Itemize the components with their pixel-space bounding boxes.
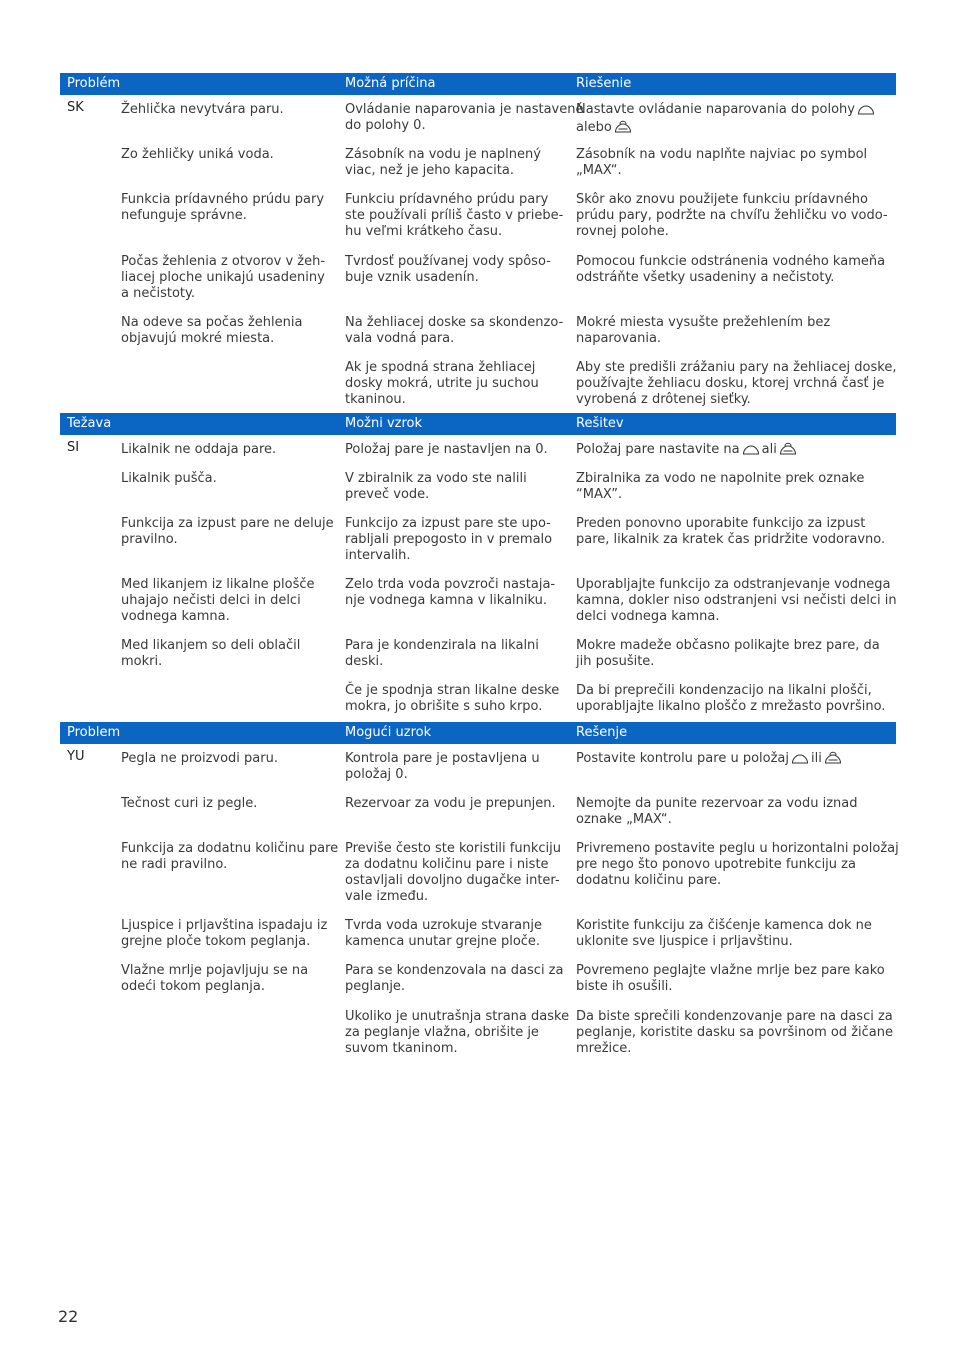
- text-line: Para se kondenzovala na dasci za: [345, 963, 564, 978]
- solution-cell: [576, 751, 844, 769]
- steam-low-icon: [791, 753, 809, 769]
- section-yu: [60, 722, 899, 1056]
- cause-cell: [345, 751, 540, 783]
- text-line: dosky mokrá, utrite ju suchou: [345, 376, 539, 391]
- page-number: 22: [58, 1307, 79, 1326]
- text-line: pravilno.: [121, 532, 178, 547]
- text-line: oznake „MAX“.: [576, 812, 672, 827]
- cause-cell: [345, 1009, 569, 1057]
- text-line: Privremeno postavite peglu u horizontalni položaj: [576, 841, 899, 856]
- problem-cell: [121, 577, 315, 625]
- solution-cell: [576, 841, 899, 889]
- problem-cell: [121, 841, 338, 873]
- text-line: vodnega kamna.: [121, 609, 230, 624]
- solution-cell: [576, 683, 885, 715]
- header-solution: Riešenie: [576, 76, 632, 91]
- text-line: uklonite sve ljuspice i prljavštinu.: [576, 934, 793, 949]
- section-sk: [60, 73, 897, 407]
- text-line: dodatnu količinu pare.: [576, 873, 722, 888]
- text-line: viac, než je jeho kapacita.: [345, 163, 514, 178]
- text-line: Nemojte da punite rezervoar za vodu iznad: [576, 796, 858, 811]
- text-line: Zbiralnika za vodo ne napolnite prek oznake: [576, 471, 865, 486]
- text-line: Tečnost curi iz pegle.: [121, 796, 258, 811]
- text-line: Pegla ne proizvodi paru.: [121, 751, 278, 766]
- steam-low-icon: [857, 104, 875, 120]
- text-line: delci vodnega kamna.: [576, 609, 720, 624]
- text-line: Kontrola pare je postavljena u: [345, 751, 540, 766]
- header-cause: Možná príčina: [345, 76, 436, 91]
- header-problem: Problem: [67, 725, 121, 740]
- text-line: deski.: [345, 654, 384, 669]
- text-line: vala vodná para.: [345, 331, 455, 346]
- header-solution: Rešenje: [576, 725, 628, 740]
- text-line: Na odeve sa počas žehlenia: [121, 315, 303, 330]
- text-line: položaj 0.: [345, 767, 408, 782]
- header-problem: Problém: [67, 76, 121, 91]
- cause-cell: [345, 841, 561, 905]
- text-line: biste ih osušili.: [576, 979, 673, 994]
- text-line: mokri.: [121, 654, 163, 669]
- table-header: [60, 722, 896, 744]
- text-line: Ljuspice i prljavština ispadaju iz: [121, 918, 328, 933]
- cause-cell: [345, 360, 539, 408]
- text-line: peglanje.: [345, 979, 406, 994]
- table-header: [60, 413, 896, 435]
- text-line: odeći tokom peglanja.: [121, 979, 265, 994]
- solution-cell: [576, 577, 897, 625]
- language-code: SI: [67, 440, 80, 455]
- text-line: Na žehliacej doske sa skondenzo-: [345, 315, 564, 330]
- text-line: Žehlička nevytvára paru.: [121, 102, 284, 117]
- text-line: Ovládanie naparovania je nastavené: [345, 102, 584, 117]
- text-line: Mokré miesta vysušte prežehlením bez: [576, 315, 831, 330]
- text-line: prúdu pary, podržte na chvíľu žehličku vo vodo-: [576, 208, 888, 223]
- text-line: Položaj pare je nastavljen na 0.: [345, 442, 548, 457]
- text-line: mokra, jo obrišite s suho krpo.: [345, 699, 543, 714]
- text-line: mrežice.: [576, 1041, 632, 1056]
- text-line: za dodatnu količinu pare i niste: [345, 857, 549, 872]
- solution-cell: [576, 192, 888, 240]
- steam-high-icon: [824, 751, 842, 769]
- text-line: ne radi pravilno.: [121, 857, 228, 872]
- problem-cell: [121, 442, 276, 458]
- text-line: pare, likalnik za kratek čas pridržite vodoravno.: [576, 532, 886, 547]
- problem-cell: [121, 102, 284, 118]
- text-line: Če je spodnja stran likalne deske: [345, 683, 560, 698]
- text-line: V zbiralnik za vodo ste nalili: [345, 471, 527, 486]
- cause-cell: [345, 442, 548, 458]
- text-line: Počas žehlenia z otvorov v žeh-: [121, 254, 326, 269]
- text-line: Skôr ako znovu použijete funkciu prídavného: [576, 192, 868, 207]
- text-line: Zo žehličky uniká voda.: [121, 147, 274, 162]
- text-line: kamna, dokler niso odstranjeni vsi nečisti delci in: [576, 593, 897, 608]
- text-line: Da bi preprečili kondenzacijo na likalni plošči,: [576, 683, 872, 698]
- cause-cell: [345, 102, 583, 134]
- problem-cell: [121, 147, 274, 163]
- header-cause: Možni vzrok: [345, 416, 423, 431]
- text-line: objavujú mokré miesta.: [121, 331, 275, 346]
- cause-cell: [345, 192, 563, 240]
- problem-cell: [121, 516, 334, 548]
- problem-cell: [121, 254, 325, 302]
- text-line: Povremeno peglajte vlažne mrlje bez pare kako: [576, 963, 885, 978]
- text-line: nefunguje správne.: [121, 208, 247, 223]
- solution-cell: [576, 516, 885, 548]
- text-line: uhajajo nečisti delci in delci: [121, 593, 301, 608]
- text-line: naparovania.: [576, 331, 662, 346]
- text-line: suvom tkaninom.: [345, 1041, 458, 1056]
- solution-cell: [576, 442, 799, 460]
- text-line: vale između.: [345, 889, 429, 904]
- cause-cell: [345, 254, 551, 286]
- cause-cell: [345, 577, 555, 609]
- text-line: Likalnik pušča.: [121, 471, 217, 486]
- solution-cell: [576, 796, 858, 828]
- solution-cell: [576, 471, 864, 503]
- text-line: preveč vode.: [345, 487, 430, 502]
- text-line: Koristite funkciju za čišćenje kamenca dok ne: [576, 918, 872, 933]
- cause-cell: [345, 315, 563, 347]
- problem-cell: [121, 315, 302, 347]
- text-line: Zásobník na vodu naplňte najviac po symbol: [576, 147, 868, 162]
- text-line: Uporabljajte funkcijo za odstranjevanje vodnega: [576, 577, 891, 592]
- text-line: “MAX”.: [576, 487, 623, 502]
- text-line: peglanje, koristite dasku sa površinom od žičane: [576, 1025, 893, 1040]
- text-line: nje vodnega kamna v likalniku.: [345, 593, 548, 608]
- cause-cell: [345, 683, 559, 715]
- text-line: Da biste sprečili kondenzovanje pare na dasci za: [576, 1009, 893, 1024]
- solution-cell: [576, 254, 885, 286]
- text-line: Ak je spodná strana žehliacej: [345, 360, 536, 375]
- problem-cell: [121, 796, 257, 812]
- cause-cell: [345, 796, 556, 812]
- language-code: SK: [67, 100, 84, 115]
- header-solution: Rešitev: [576, 416, 624, 431]
- text-line: jih posušite.: [576, 654, 655, 669]
- header-cause: Mogući uzrok: [345, 725, 432, 740]
- cause-cell: [345, 638, 539, 670]
- text-line: Postavite kontrolu pare u položaj: [576, 751, 790, 766]
- text-line: Tvrdosť používanej vody spôso-: [345, 254, 551, 269]
- steam-low-icon: [742, 444, 760, 460]
- steam-high-icon: [779, 442, 797, 460]
- text-line: Aby ste predišli zrážaniu pary na žehliacej doske,: [576, 360, 897, 375]
- text-line: Likalnik ne oddaja pare.: [121, 442, 277, 457]
- text-line: rovnej polohe.: [576, 224, 669, 239]
- text-line: Med likanjem so deli oblačil: [121, 638, 301, 653]
- text-line: Funkciu prídavného prúdu pary: [345, 192, 549, 207]
- text-line: Funkcija za izpust pare ne deluje: [121, 516, 334, 531]
- solution-cell: [576, 147, 867, 179]
- text-line: Med likanjem iz likalne plošče: [121, 577, 315, 592]
- text-line: ste používali príliš často v priebe-: [345, 208, 564, 223]
- text-line: tkaninou.: [345, 392, 406, 407]
- text-line: Zelo trda voda povzroči nastaja-: [345, 577, 556, 592]
- text-line: ili: [811, 751, 822, 766]
- text-line: vyrobená z drôtenej sieťky.: [576, 392, 751, 407]
- text-line: Nastavte ovládanie naparovania do polohy: [576, 102, 855, 117]
- text-line: hu veľmi krátkeho času.: [345, 224, 503, 239]
- cause-cell: [345, 918, 542, 950]
- text-line: buje vznik usadenín.: [345, 270, 479, 285]
- text-line: odstráňte všetky usadeniny a nečistoty.: [576, 270, 835, 285]
- text-line: Funkcijo za izpust pare ste upo-: [345, 516, 551, 531]
- text-line: do polohy 0.: [345, 118, 426, 133]
- text-line: a nečistoty.: [121, 286, 195, 301]
- solution-cell: [576, 638, 880, 670]
- cause-cell: [345, 963, 563, 995]
- section-si: [60, 413, 897, 714]
- text-line: Funkcija za dodatnu količinu pare: [121, 841, 339, 856]
- problem-cell: [121, 751, 278, 767]
- text-line: Funkcia prídavného prúdu pary: [121, 192, 325, 207]
- text-line: Para je kondenzirala na likalni: [345, 638, 539, 653]
- text-line: uporabljajte likalno ploščo z mrežasto površino.: [576, 699, 886, 714]
- steam-high-icon: [614, 120, 632, 138]
- header-problem: Težava: [67, 416, 112, 431]
- solution-cell: [576, 918, 872, 950]
- solution-cell: [576, 360, 896, 408]
- table-header: [60, 73, 896, 95]
- text-line: Pomocou funkcie odstránenia vodného kameňa: [576, 254, 886, 269]
- cause-cell: [345, 516, 552, 564]
- problem-cell: [121, 638, 300, 670]
- text-line: rabljali prepogosto in v premalo: [345, 532, 553, 547]
- text-line: pre nego što ponovo upotrebite funkciju za: [576, 857, 856, 872]
- text-line: Položaj pare nastavite na: [576, 442, 740, 457]
- text-line: liacej ploche unikajú usadeniny: [121, 270, 325, 285]
- cause-cell: [345, 471, 527, 503]
- text-line: Tvrda voda uzrokuje stvaranje: [345, 918, 542, 933]
- text-line: používajte žehliacu dosku, ktorej vrchná časť je: [576, 376, 885, 391]
- text-line: za peglanje vlažna, obrišite je: [345, 1025, 539, 1040]
- text-line: Mokre madeže občasno polikajte brez pare, da: [576, 638, 880, 653]
- language-code: YU: [67, 749, 85, 764]
- problem-cell: [121, 471, 217, 487]
- solution-cell: [576, 315, 830, 347]
- text-line: Preden ponovno uporabite funkcijo za izpust: [576, 516, 866, 531]
- text-line: kamenca unutar grejne ploče.: [345, 934, 541, 949]
- text-line: ali: [761, 442, 777, 457]
- cause-cell: [345, 147, 541, 179]
- text-line: „MAX“.: [576, 163, 622, 178]
- text-line: Previše često ste koristili funkciju: [345, 841, 561, 856]
- text-line: Vlažne mrlje pojavljuju se na: [121, 963, 309, 978]
- problem-cell: [121, 192, 324, 224]
- text-line: alebo: [576, 120, 612, 135]
- text-line: Zásobník na vodu je naplnený: [345, 147, 541, 162]
- solution-cell: [576, 1009, 893, 1057]
- solution-cell: [576, 963, 885, 995]
- solution-cell: [576, 102, 877, 138]
- problem-cell: [121, 963, 308, 995]
- problem-cell: [121, 918, 327, 950]
- text-line: ostavljali dovoljno dugačke inter-: [345, 873, 560, 888]
- text-line: Ukoliko je unutrašnja strana daske: [345, 1009, 570, 1024]
- text-line: grejne ploče tokom peglanja.: [121, 934, 311, 949]
- text-line: Rezervoar za vodu je prepunjen.: [345, 796, 556, 811]
- text-line: intervalih.: [345, 548, 411, 563]
